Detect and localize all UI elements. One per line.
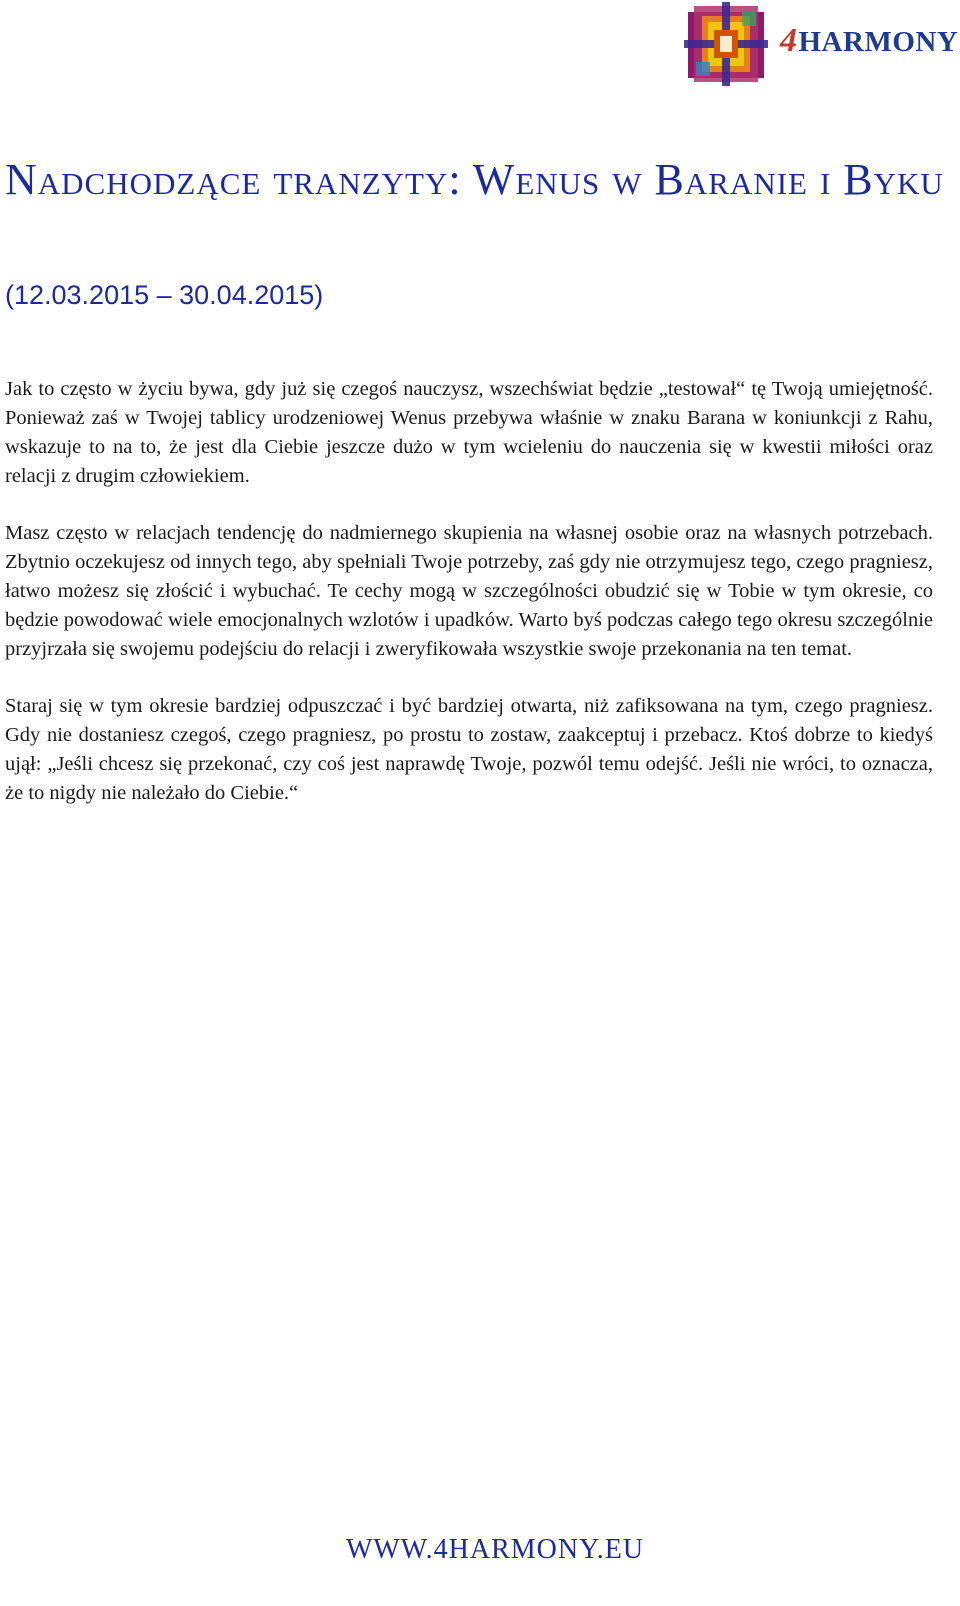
logo-number: 4 [780,22,798,59]
article-body [5,375,933,836]
logo-wordmark [780,22,958,60]
logo-word: HARMONY [798,26,959,58]
footer-website-link[interactable]: WWW.4HARMONY.EU [345,1534,645,1565]
paragraph-intro: Jak to często w życiu bywa, gdy już się czegoś nauczysz, wszechświat będzie „testował“ tę Twoją umiejętność. Ponieważ zaś w Twojej tablicy urodzeniowej Wenus przebywa właśnie w znaku Barana w koniunkcji z Rahu, wskazuje to na to, że jest dla Ciebie jeszcze dużo w tym wcieleniu do nauczenia się w kwestii miłości oraz relacji z drugim człowiekiem. [5,378,933,487]
paragraph-advice: Staraj się w tym okresie bardziej odpuszczać i być bardziej otwarta, niż zafiksowana na tym, czego pragniesz. Gdy nie dostaniesz czegoś, czego pragniesz, po prostu to zostaw, zaakceptuj i przebacz. Ktoś dobrze to kiedyś ujął: „Jeśli chcesz się przekonać, czy coś jest naprawdę Twoje, pozwól temu odejść. Jeśli nie wróci, to oznacza, że to nigdy nie należało do Ciebie.“ [5,695,933,804]
date-range: (12.03.2015 – 30.04.2015) [5,280,324,310]
mandala-logo-icon [684,2,768,86]
article-title: Nadchodzące tranzyty: Wenus w Baranie i Byku [5,155,944,204]
brand-logo [684,0,960,92]
paragraph-tendencies: Masz często w relacjach tendencję do nadmiernego skupienia na własnej osobie oraz na własnych potrzebach. Zbytnio oczekujesz od innych tego, aby spełniali Twoje potrzeby, zaś gdy nie otrzymujesz tego, czego pragniesz, łatwo możesz się złościć i wybuchać. Te cechy mogą w szczególności obudzić się w Tobie w tym okresie, co będzie powodować wiele emocjonalnych wzlotów i upadków. Warto byś podczas całego tego okresu szczególnie przyjrzała się swojemu podejściu do relacji i zweryfikowała wszystkie swoje przekonania na ten temat. [5,522,933,660]
